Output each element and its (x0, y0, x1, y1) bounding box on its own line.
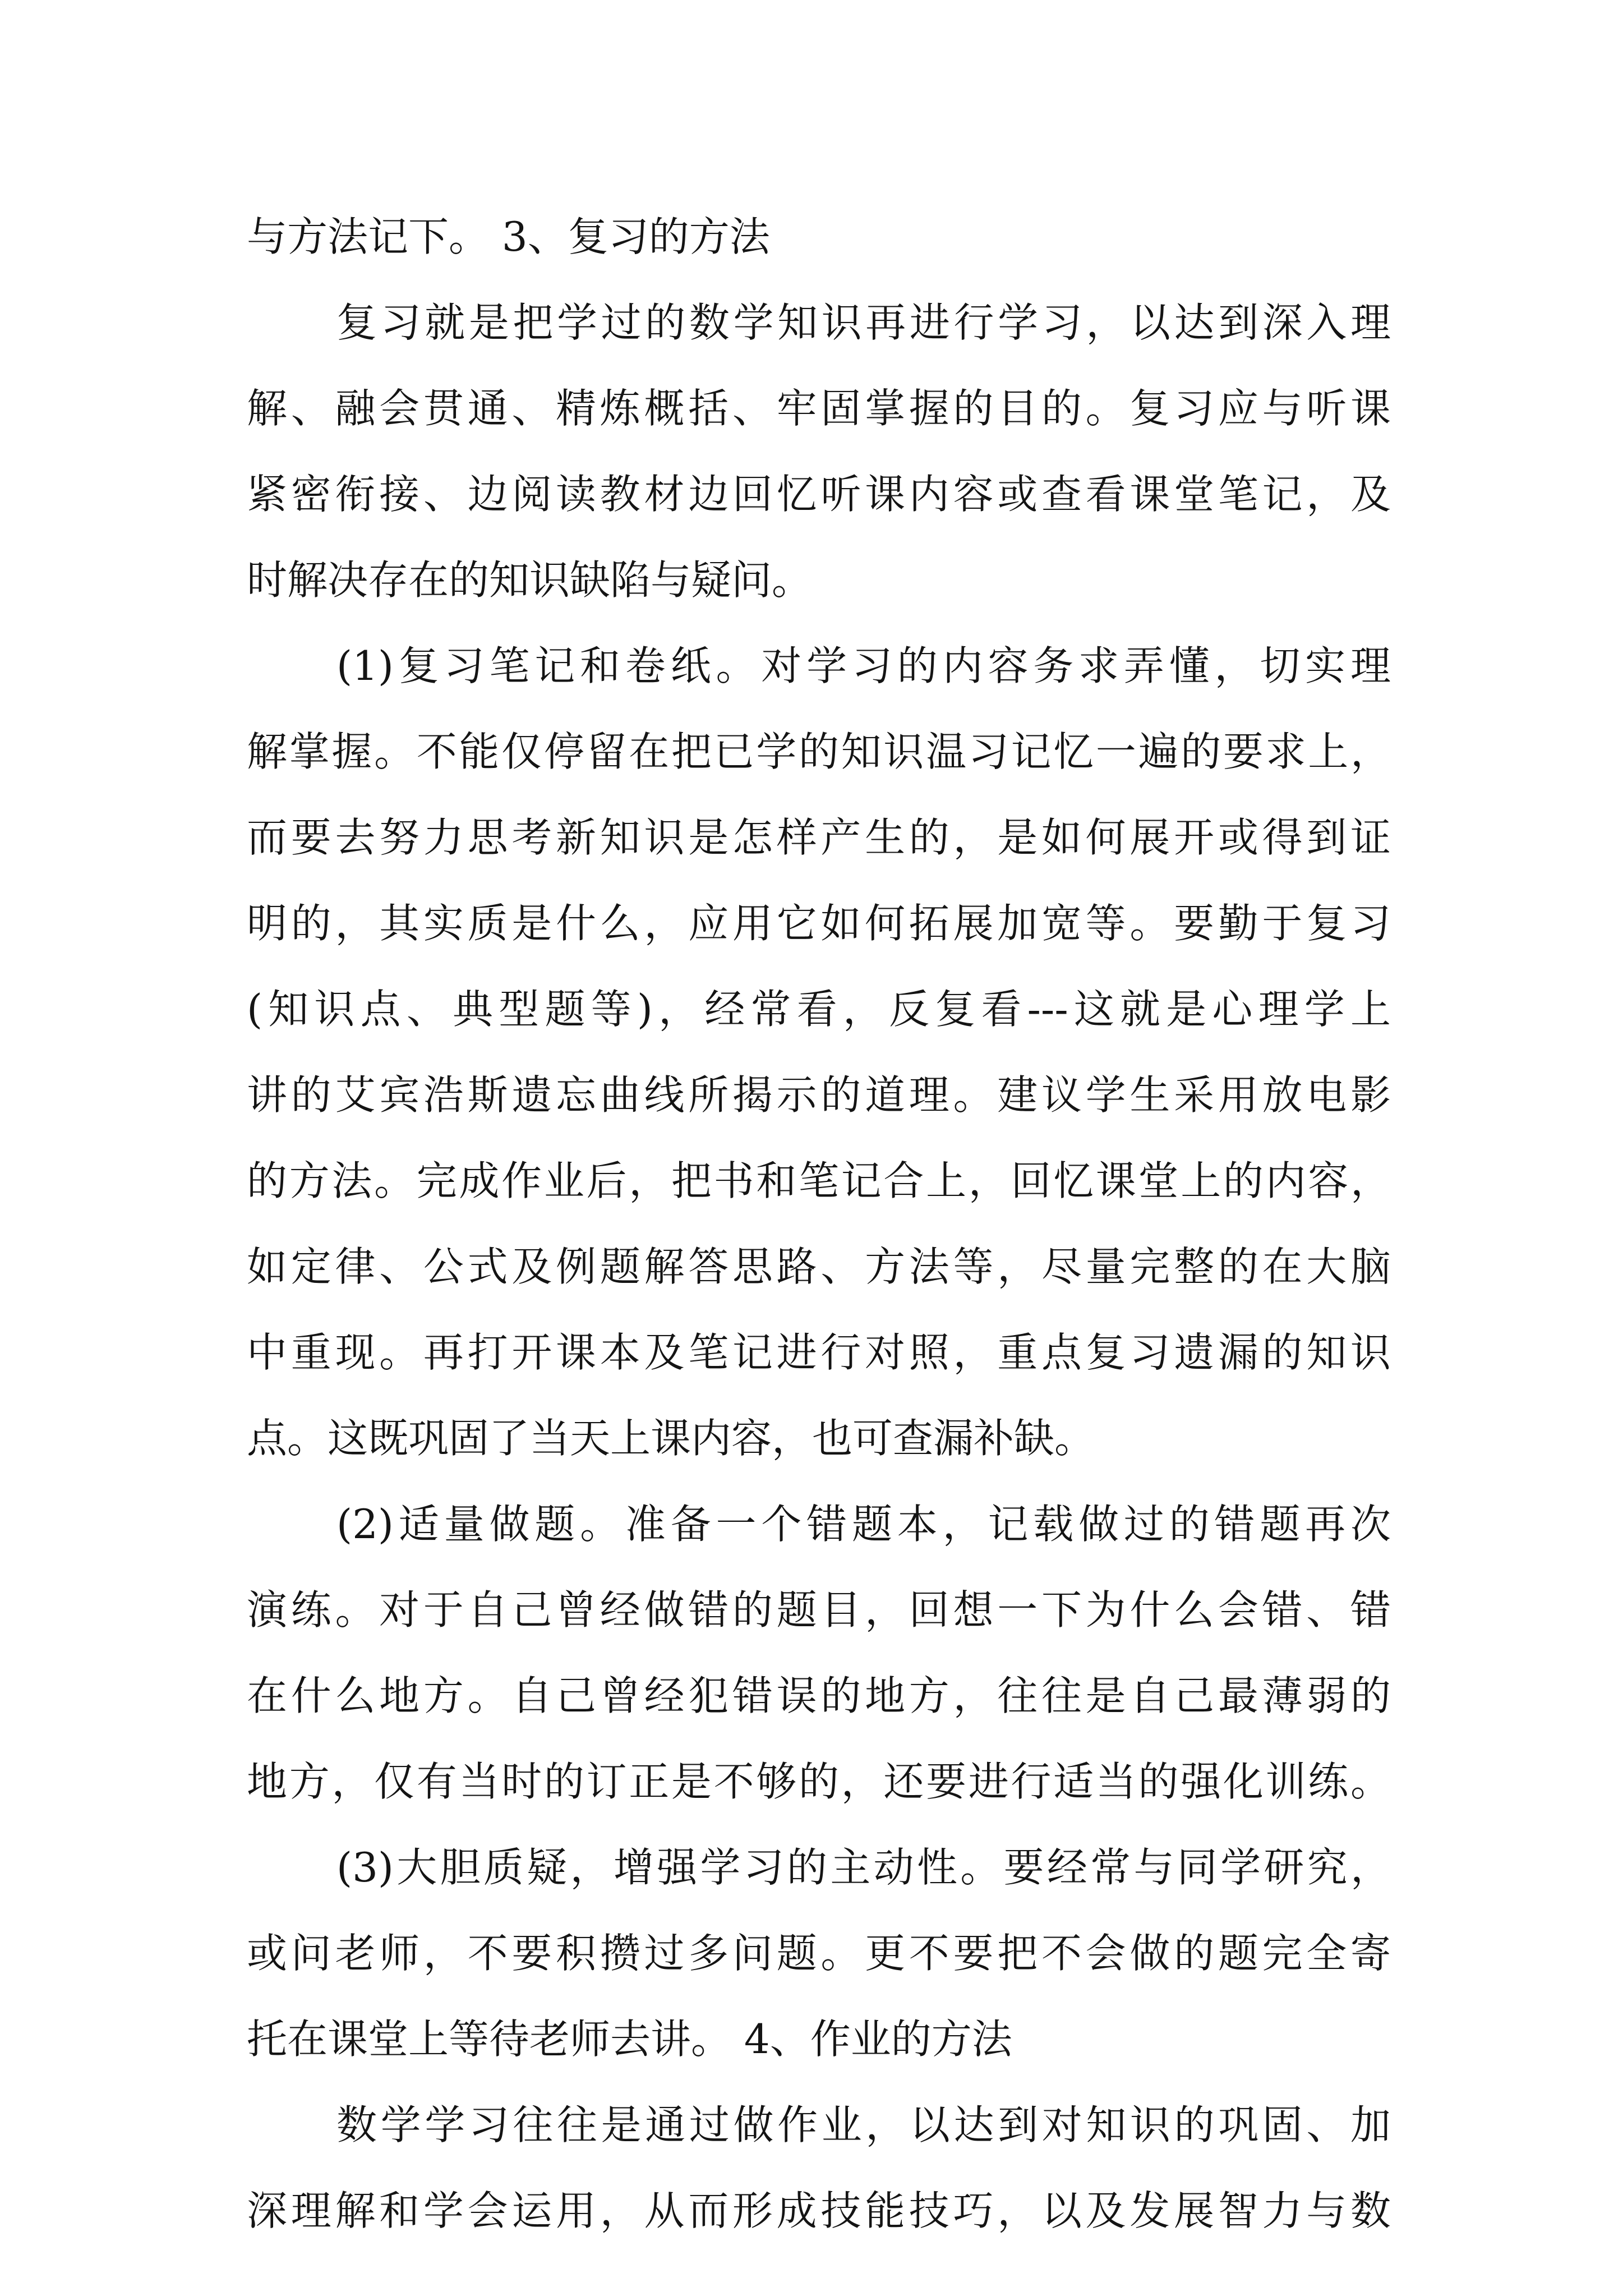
text-line: 演练。对于自己曾经做错的题目，回想一下为什么会错、错 (247, 1586, 1391, 1634)
text-line: 紧密衔接、边阅读教材边回忆听课内容或查看课堂笔记，及 (247, 471, 1391, 518)
paragraph-first-line: 复习就是把学过的数学知识再进行学习，以达到深入理 (336, 299, 1391, 346)
text-line: 点。这既巩固了当天上课内容，也可查漏补缺。 (247, 1415, 1095, 1462)
text-line: 如定律、公式及例题解答思路、方法等，尽量完整的在大脑 (247, 1243, 1391, 1290)
paragraph-first-line: (3)大胆质疑，增强学习的主动性。要经常与同学研究， (336, 1844, 1391, 1891)
text-line: 或问老师，不要积攒过多问题。更不要把不会做的题完全寄 (247, 1930, 1391, 1977)
text-line: 地方，仅有当时的订正是不够的，还要进行适当的强化训练。 (247, 1758, 1391, 1805)
text-line: 与方法记下。 3、复习的方法 (247, 213, 770, 260)
text-line: 深理解和学会运用，从而形成技能技巧，以及发展智力与数 (247, 2187, 1391, 2234)
paragraph-first-line: (2)适量做题。准备一个错题本，记载做过的错题再次 (336, 1501, 1391, 1548)
text-line: (知识点、典型题等)，经常看，反复看---这就是心理学上 (247, 986, 1391, 1033)
text-line: 的方法。完成作业后，把书和笔记合上，回忆课堂上的内容， (247, 1157, 1391, 1204)
text-line: 而要去努力思考新知识是怎样产生的，是如何展开或得到证 (247, 814, 1391, 861)
text-line: 讲的艾宾浩斯遗忘曲线所揭示的道理。建议学生采用放电影 (247, 1071, 1391, 1119)
text-line: 明的，其实质是什么，应用它如何拓展加宽等。要勤于复习 (247, 900, 1391, 947)
text-line: 时解决存在的知识缺陷与疑问。 (247, 556, 813, 604)
text-line: 解掌握。不能仅停留在把已学的知识温习记忆一遍的要求上， (247, 728, 1391, 775)
paragraph-first-line: 数学学习往往是通过做作业，以达到对知识的巩固、加 (336, 2101, 1391, 2148)
text-line: 中重现。再打开课本及笔记进行对照，重点复习遗漏的知识 (247, 1329, 1391, 1376)
text-line: 托在课堂上等待老师去讲。 4、作业的方法 (247, 2016, 1012, 2063)
paragraph-first-line: (1)复习笔记和卷纸。对学习的内容务求弄懂，切实理 (336, 642, 1391, 689)
text-line: 解、融会贯通、精炼概括、牢固掌握的目的。复习应与听课 (247, 385, 1391, 432)
text-line: 在什么地方。自己曾经犯错误的地方，往往是自己最薄弱的 (247, 1672, 1391, 1719)
